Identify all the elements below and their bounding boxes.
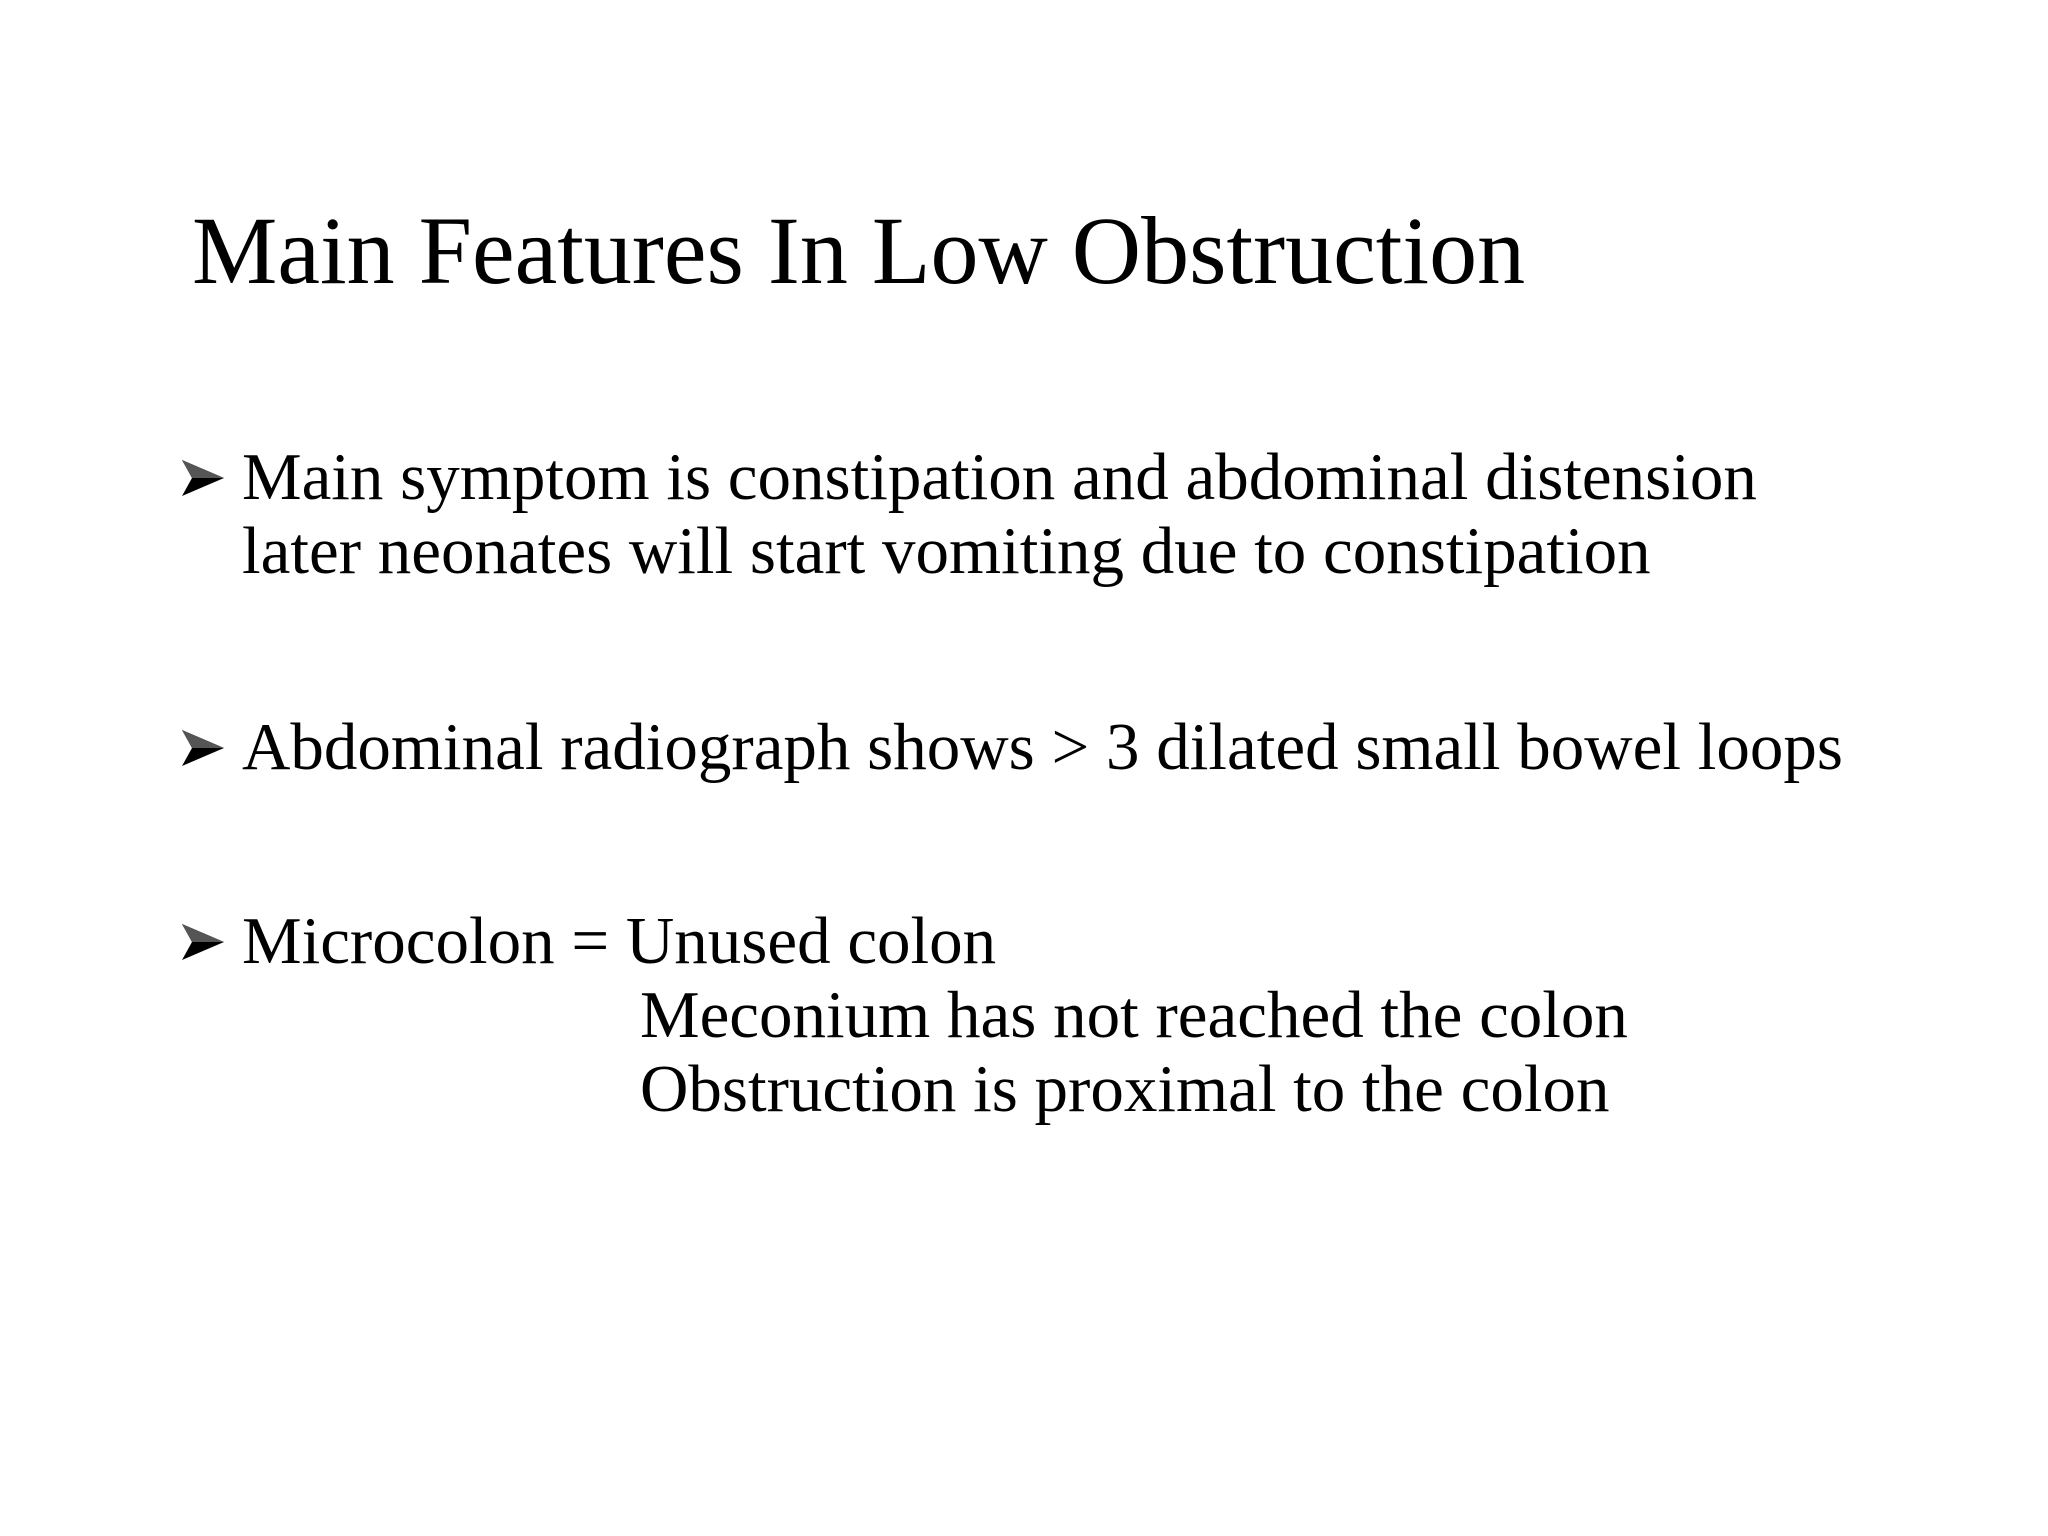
bullet-text [242, 440, 1757, 588]
bullet-sub-line: Obstruction is proximal to the colon [640, 1052, 1610, 1126]
bullet-line: later neonates will start vomiting due to constipation [242, 514, 1651, 588]
arrowhead-bullet-icon [180, 922, 226, 962]
bullet-text [242, 710, 1843, 784]
bullet-text [242, 904, 996, 978]
arrowhead-bullet-icon [180, 458, 226, 498]
bullet-line: Microcolon = Unused colon [242, 904, 997, 978]
bullet-line: Abdominal radiograph shows > 3 dilated small bowel loops [242, 710, 1843, 784]
arrowhead-bullet-icon [180, 728, 226, 768]
bullet-sub-line: Meconium has not reached the colon [640, 978, 1628, 1052]
slide-title: Main Features In Low Obstruction [192, 197, 1526, 304]
bullet-line: Main symptom is constipation and abdominal distension [242, 440, 1757, 514]
